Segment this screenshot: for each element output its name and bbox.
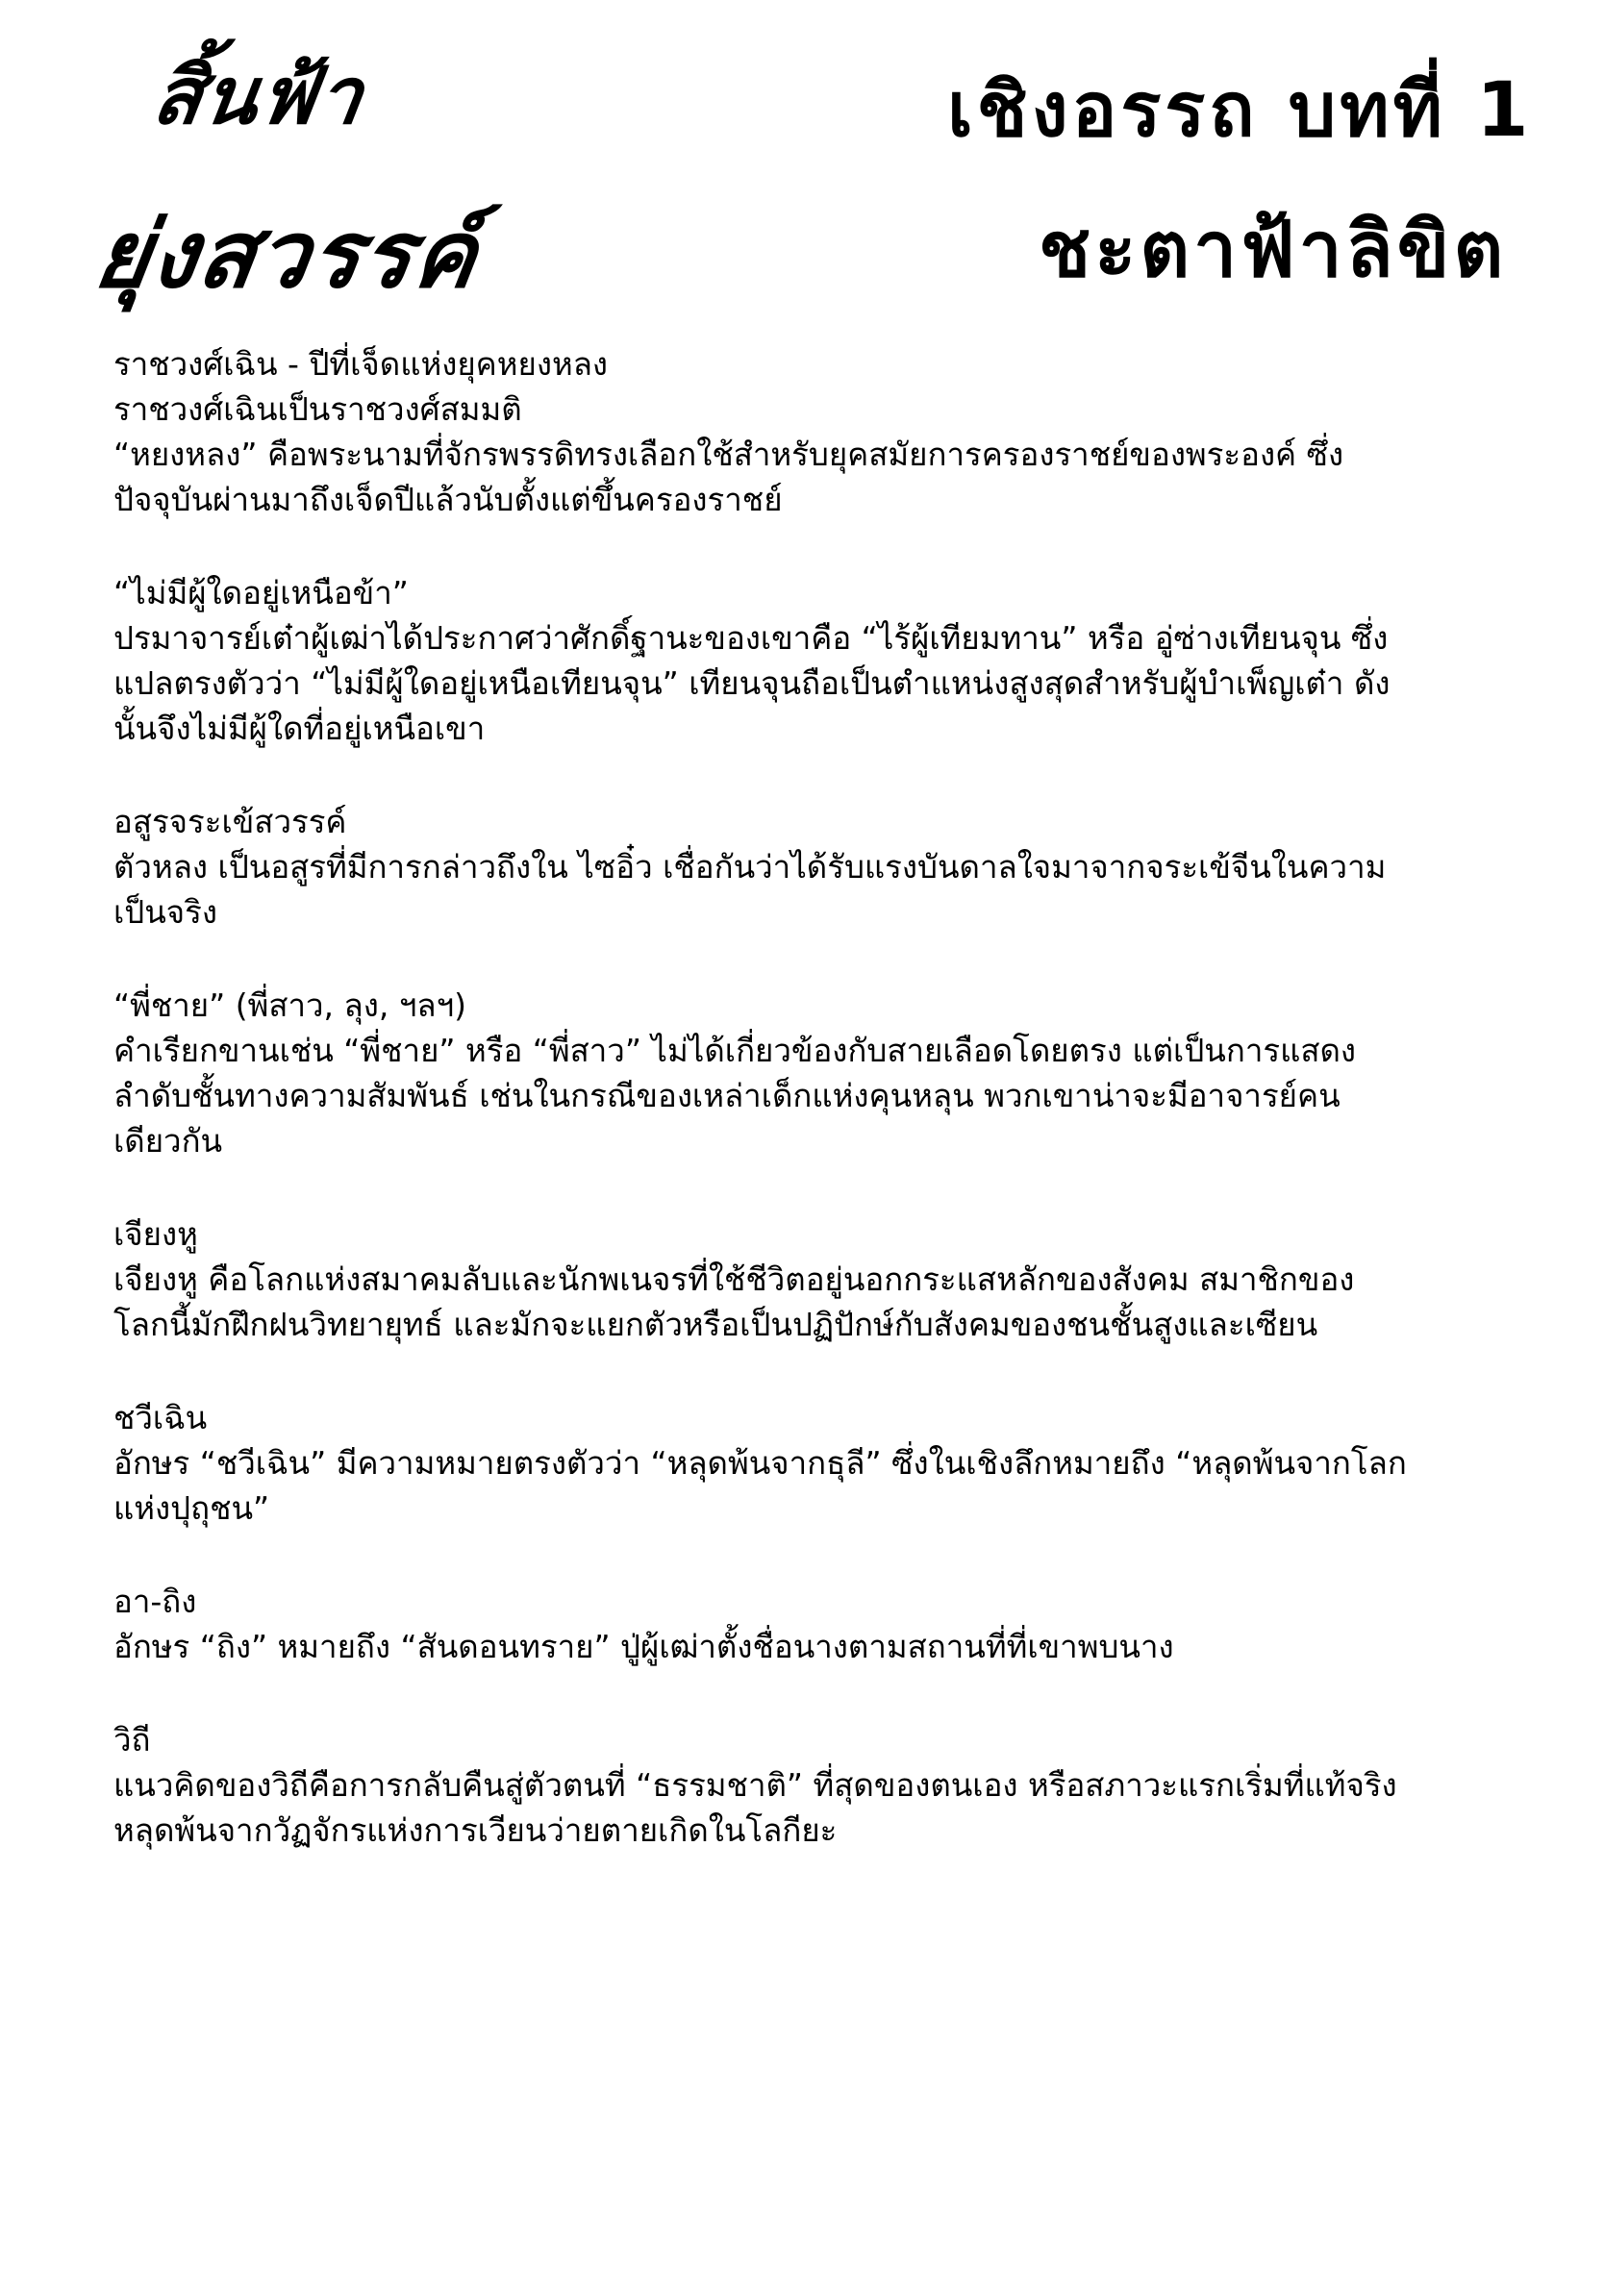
- footnote-text-line: แปลตรงตัวว่า “ไม่มีผู้ใดอยู่เหนือเทียนจุน” เทียนจุนถือเป็นตำแหน่งสูงสุดสำหรับผู้บำเพ็ญเต๋า ดัง: [113, 664, 1391, 702]
- footnote-section: [113, 570, 1537, 751]
- footnote-term: “พี่ชาย” (พี่สาว, ลุง, ฯลฯ): [113, 986, 466, 1024]
- logo-title-line1: สิ้นฟ้า: [147, 50, 370, 142]
- footnote-text-line: เดียวกัน: [113, 1122, 223, 1160]
- footnote-text-line: ราชวงศ์เฉินเป็นราชวงศ์สมมติ: [113, 390, 522, 428]
- footnote-term: เจียงหู: [113, 1215, 198, 1253]
- footnote-section: [113, 1211, 1537, 1347]
- footnote-section: [113, 341, 1537, 522]
- footnote-text-line: ปัจจุบันผ่านมาถึงเจ็ดปีแล้วนับตั้งแต่ขึ้นครองราชย์: [113, 481, 783, 518]
- footnote-section: [113, 799, 1537, 935]
- footnote-text-line: “หยงหลง” คือพระนามที่จักรพรรดิทรงเลือกใช้สำหรับยุคสมัยการครองราชย์ของพระองค์ ซึ่ง: [113, 436, 1344, 473]
- footnote-term: อา-ถิง: [113, 1583, 197, 1620]
- footnote-term: วิถี: [113, 1721, 151, 1759]
- footnote-section: [113, 1395, 1537, 1531]
- footnote-term: “ไม่มีผู้ใดอยู่เหนือข้า”: [113, 574, 409, 611]
- footnote-section: [113, 1579, 1537, 1669]
- footnote-text-line: หลุดพ้นจากวัฏจักรแห่งการเวียนว่ายตายเกิดในโลกียะ: [113, 1811, 838, 1849]
- footnote-section: [113, 983, 1537, 1163]
- footnote-text-line: ปรมาจารย์เต๋าผู้เฒ่าได้ประกาศว่าศักดิ์ฐานะของเขาคือ “ไร้ผู้เทียมทาน” หรือ อู่ซ่างเทียนจุน ซึ่ง: [113, 619, 1389, 657]
- footnote-text-line: เจียงหู คือโลกแห่งสมาคมลับและนักพเนจรที่ใช้ชีวิตอยู่นอกกระแสหลักของสังคม สมาชิกของ: [113, 1260, 1355, 1298]
- logo-title-line2: ยุ่งสวรรค์: [88, 200, 486, 309]
- footnote-text-line: โลกนี้มักฝึกฝนวิทยายุทธ์ และมักจะแยกตัวหรือเป็นปฏิปักษ์กับสังคมของชนชั้นสูงและเซียน: [113, 1306, 1318, 1343]
- footnote-text-line: คำเรียกขานเช่น “พี่ชาย” หรือ “พี่สาว” ไม่ได้เกี่ยวข้องกับสายเลือดโดยตรง แต่เป็นการแสดง: [113, 1032, 1357, 1069]
- footnote-section: [113, 1717, 1537, 1853]
- footnote-text-line: อักษร “ชวีเฉิน” มีความหมายตรงตัวว่า “หลุดพ้นจากธุลี” ซึ่งในเชิงลึกหมายถึง “หลุดพ้นจากโลก: [113, 1444, 1407, 1482]
- footnote-text-line: แห่งปุถุชน”: [113, 1489, 270, 1527]
- footnote-term: ราชวงศ์เฉิน - ปีที่เจ็ดแห่งยุคหยงหลง: [113, 345, 609, 383]
- footnote-text-line: ตัวหลง เป็นอสูรที่มีการกล่าวถึงใน ไซอิ๋ว เชื่อกันว่าได้รับแรงบันดาลใจมาจากจระเข้จีนในความ: [113, 848, 1387, 886]
- footnote-term: ชวีเฉิน: [113, 1399, 208, 1436]
- footnotes-body: [113, 341, 1537, 1901]
- footnote-text-line: แนวคิดของวิถีคือการกลับคืนสู่ตัวตนที่ “ธรรมชาติ” ที่สุดของตนเอง หรือสภาวะแรกเริ่มที่แท้จริง: [113, 1766, 1397, 1804]
- footnote-text-line: นั้นจึงไม่มีผู้ใดที่อยู่เหนือเขา: [113, 710, 486, 747]
- footnote-text-line: อักษร “ถิง” หมายถึง “สันดอนทราย” ปู่ผู้เฒ่าตั้งชื่อนางตามสถานที่ที่เขาพบนาง: [113, 1628, 1174, 1665]
- footnote-text-line: เป็นจริง: [113, 893, 217, 931]
- footnote-term: อสูรจระเข้สวรรค์: [113, 803, 347, 840]
- footnote-text-line: ลำดับชั้นทางความสัมพันธ์ เช่นในกรณีของเหล่าเด็กแห่งคุนหลุน พวกเขาน่าจะมีอาจารย์คน: [113, 1077, 1341, 1114]
- chapter-subtitle: ชะตาฟ้าลิขิต: [1039, 205, 1508, 294]
- chapter-heading: เชิงอรรถ บทที่ 1: [947, 67, 1533, 154]
